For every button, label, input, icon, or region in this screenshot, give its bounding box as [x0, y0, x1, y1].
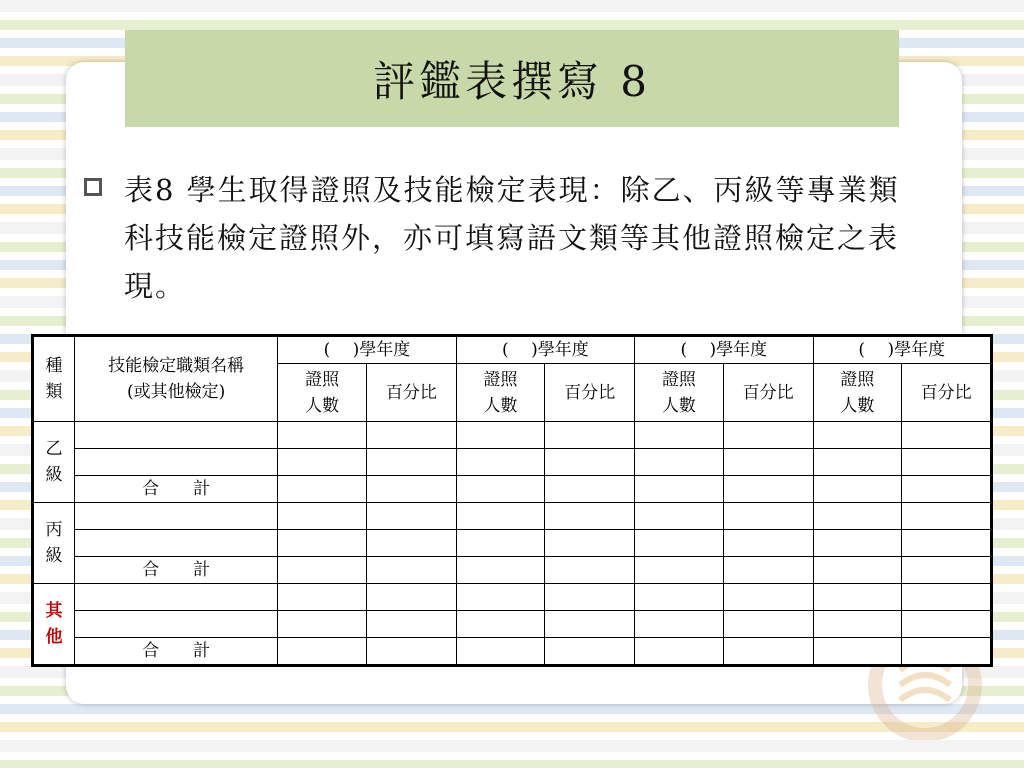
header-percent-3: 百分比 [723, 364, 813, 422]
header-percent-4: 百分比 [902, 364, 992, 422]
group-label-other: 其 他 [33, 584, 75, 666]
table-row [33, 530, 992, 557]
title-bar [125, 30, 899, 127]
table-row-total [33, 476, 992, 503]
total-label: 合 計 [74, 638, 277, 666]
table-row [33, 503, 992, 530]
table-row-total [33, 557, 992, 584]
header-year-2: ( )學年度 [456, 336, 634, 364]
table-row [33, 611, 992, 638]
slide-title: 評鑑表撰寫 8 [372, 56, 652, 106]
group-label-b: 乙 級 [33, 422, 75, 503]
table-row [33, 449, 992, 476]
bullet-point [84, 166, 944, 310]
bullet-text: 表8 學生取得證照及技能檢定表現：除乙、丙級等專業類科技能檢定證照外，亦可填寫語文類等其他證照檢定之表現。 [124, 173, 900, 303]
header-count-4: 證照 人數 [813, 364, 902, 422]
total-label: 合 計 [74, 557, 277, 584]
header-count-3: 證照 人數 [635, 364, 724, 422]
header-year-3: ( )學年度 [635, 336, 813, 364]
header-percent-2: 百分比 [545, 364, 635, 422]
header-skill-name: 技能檢定職類名稱 (或其他檢定) [74, 336, 277, 422]
header-type: 種 類 [33, 336, 75, 422]
table-row [33, 584, 992, 611]
header-percent-1: 百分比 [366, 364, 456, 422]
header-year-4: ( )學年度 [813, 336, 992, 364]
total-label: 合 計 [74, 476, 277, 503]
header-count-2: 證照 人數 [456, 364, 545, 422]
group-label-c: 丙 級 [33, 503, 75, 584]
square-bullet-icon [84, 178, 102, 196]
table-row [33, 422, 992, 449]
certification-table [31, 334, 993, 667]
header-count-1: 證照 人數 [278, 364, 367, 422]
header-year-1: ( )學年度 [278, 336, 456, 364]
table-row-total [33, 638, 992, 666]
